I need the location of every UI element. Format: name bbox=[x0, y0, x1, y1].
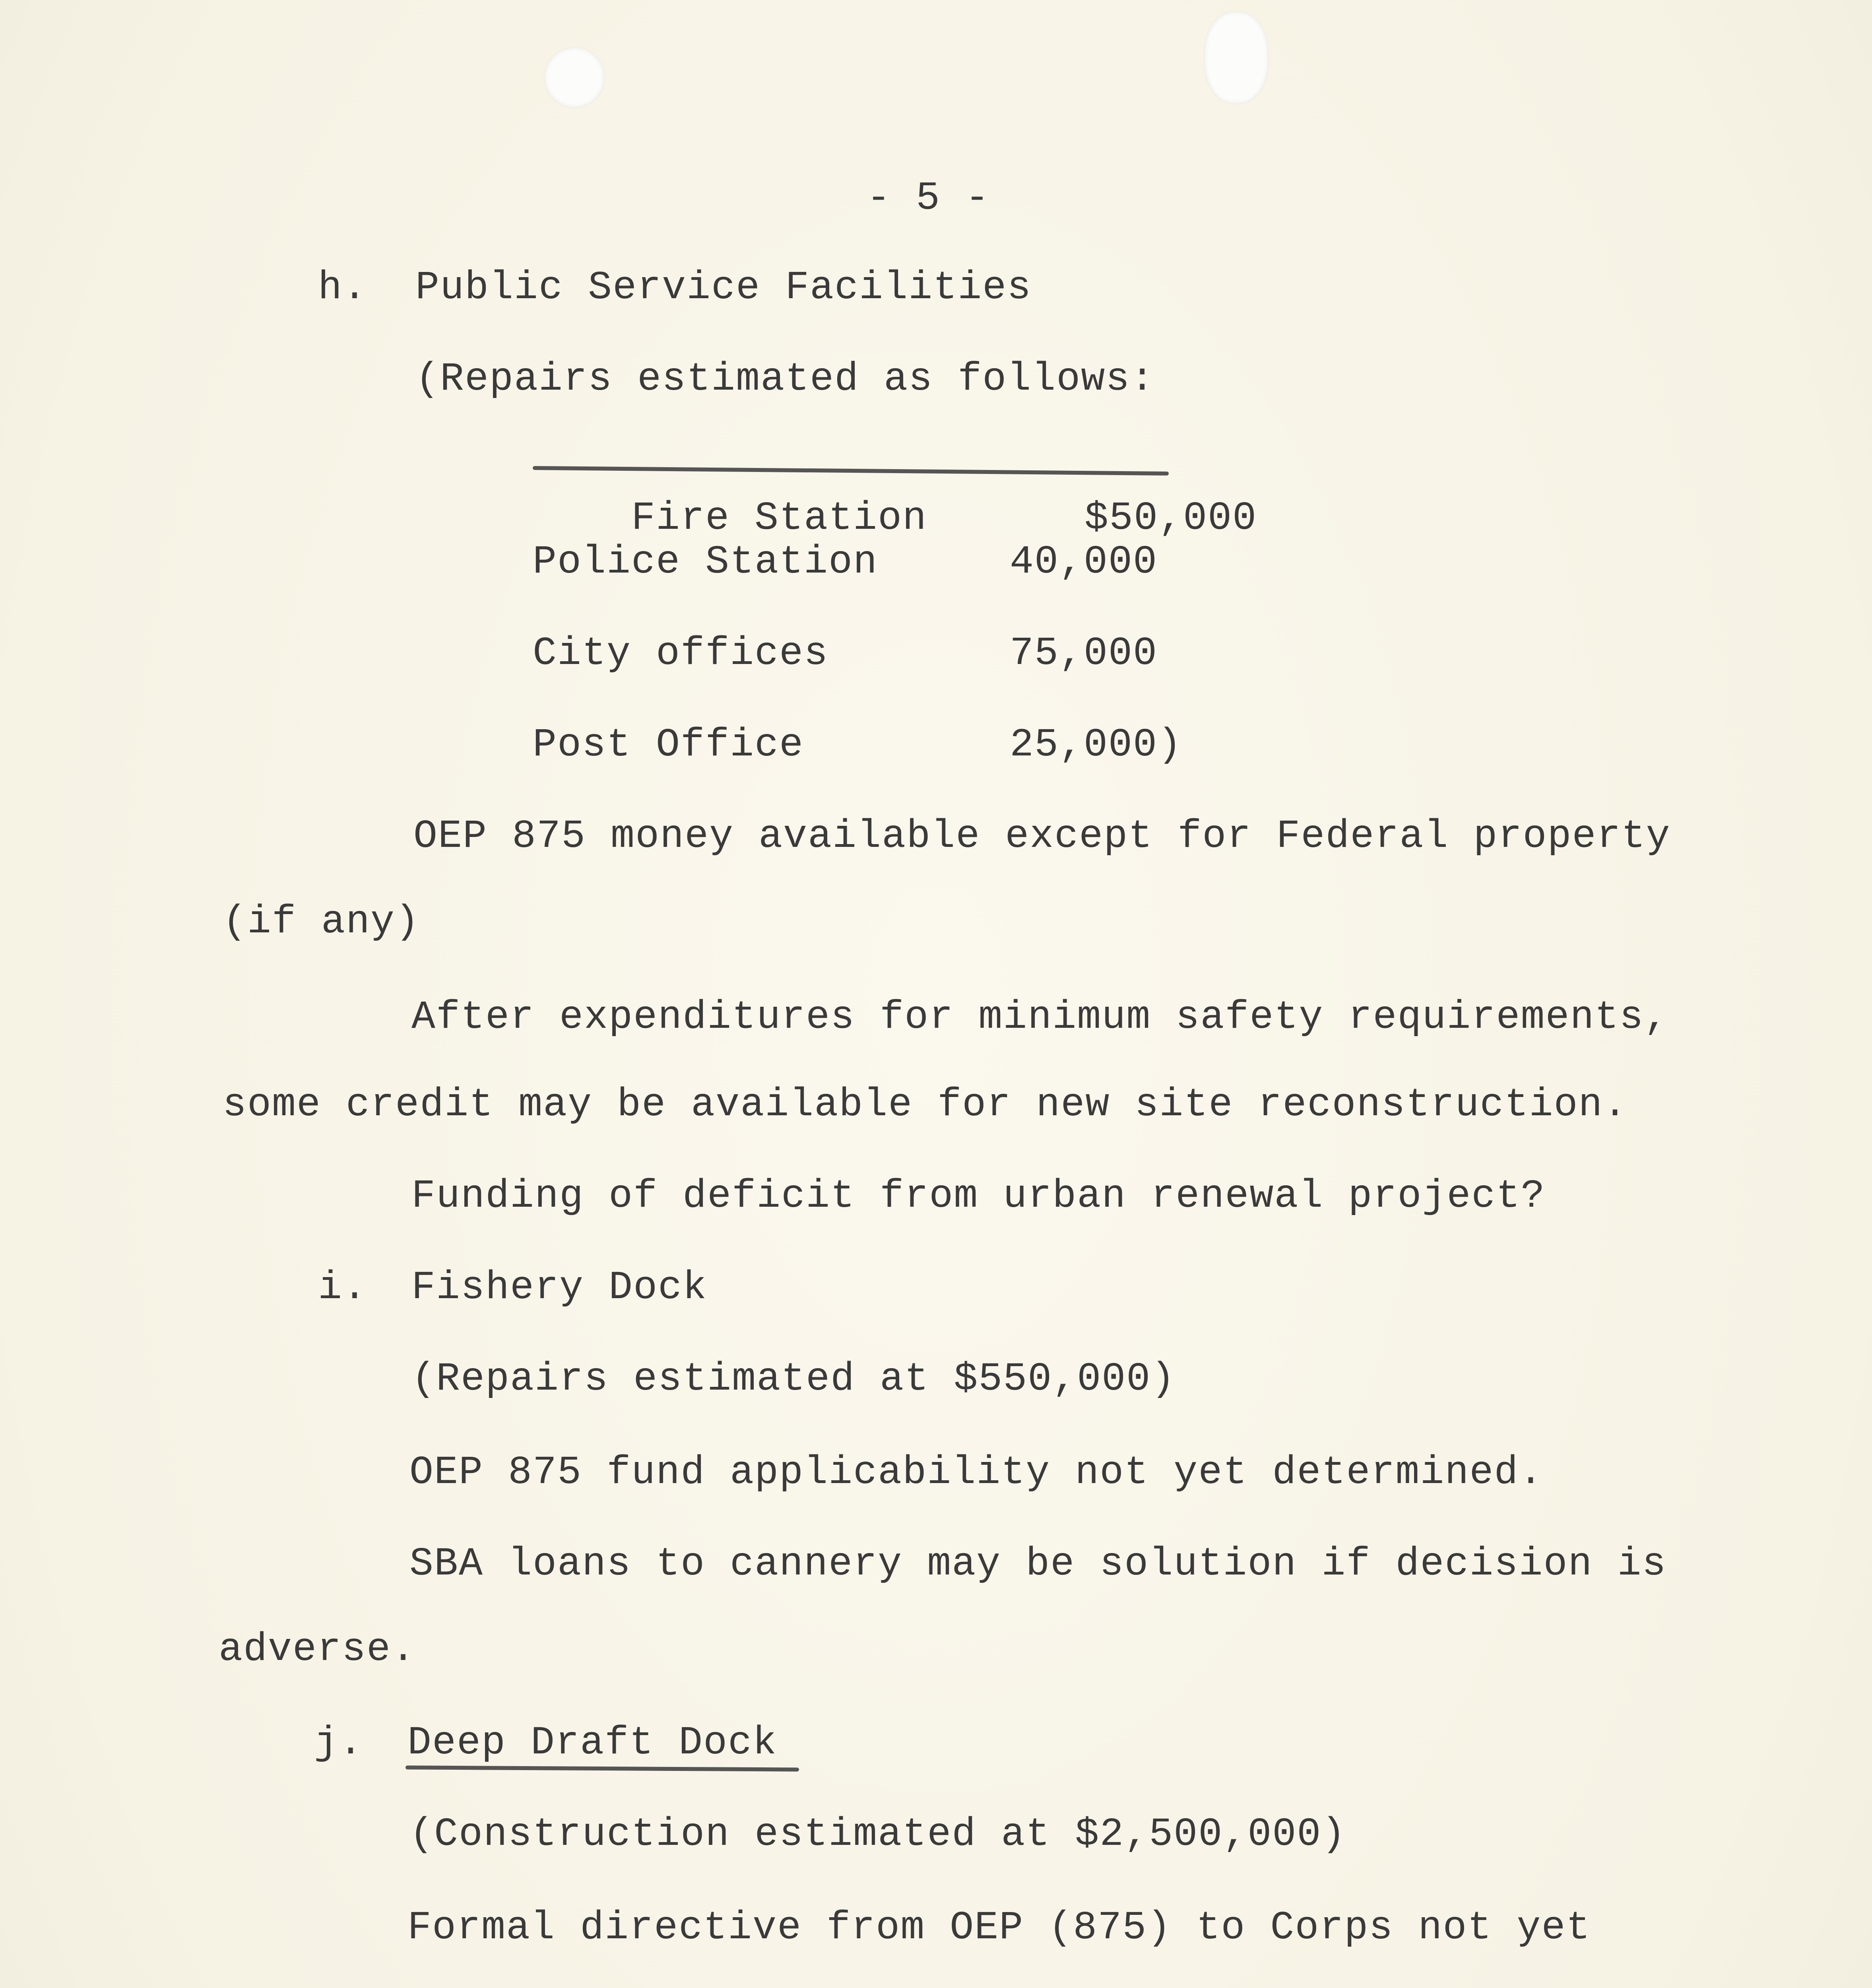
punch-hole-left bbox=[545, 48, 604, 107]
section-j-estimate: (Construction estimated at $2,500,000) bbox=[409, 1812, 1346, 1857]
section-h-intro: (Repairs estimated as follows: bbox=[415, 357, 1155, 402]
section-j-line1: Formal directive from OEP (875) to Corps not yet bbox=[407, 1906, 1591, 1951]
section-i-title: Fishery Dock bbox=[411, 1266, 708, 1310]
item-fire-station-amount: $50,000 bbox=[1084, 496, 1257, 541]
section-h-para3: Funding of deficit from urban renewal project? bbox=[411, 1174, 1546, 1219]
section-i-letter: i. bbox=[318, 1266, 368, 1310]
section-h-title: Public Service Facilities bbox=[415, 266, 1032, 311]
item-city-offices-name: City offices bbox=[533, 631, 829, 676]
section-h-para1-line2: (if any) bbox=[223, 900, 420, 945]
item-post-office-amount: 25,000) bbox=[1010, 723, 1183, 768]
section-h-para2-line1: After expenditures for minimum safety requirements, bbox=[411, 995, 1669, 1040]
section-j-title: Deep Draft Dock bbox=[407, 1721, 778, 1766]
punch-hole-right bbox=[1205, 12, 1268, 103]
item-fire-station-name: Fire Station bbox=[631, 496, 927, 541]
item-police-station-name: Police Station bbox=[533, 540, 878, 585]
item-city-offices-amount: 75,000 bbox=[1010, 631, 1158, 676]
item-police-station-amount: 40,000 bbox=[1010, 540, 1158, 585]
section-j-letter: j. bbox=[314, 1721, 364, 1766]
section-i-estimate: (Repairs estimated at $550,000) bbox=[411, 1357, 1176, 1402]
section-h-para2-line2: some credit may be available for new site reconstruction. bbox=[223, 1083, 1628, 1128]
section-h-para1-line1: OEP 875 money available except for Federal property bbox=[413, 814, 1671, 859]
page-number: - 5 - bbox=[867, 176, 990, 221]
section-i-para1: OEP 875 fund applicability not yet determined. bbox=[409, 1450, 1544, 1495]
section-i-para2-line1: SBA loans to cannery may be solution if decision is bbox=[409, 1542, 1667, 1587]
section-i-para2-line2: adverse. bbox=[219, 1627, 416, 1672]
section-h-letter: h. bbox=[318, 266, 368, 311]
item-post-office-name: Post Office bbox=[533, 723, 804, 768]
